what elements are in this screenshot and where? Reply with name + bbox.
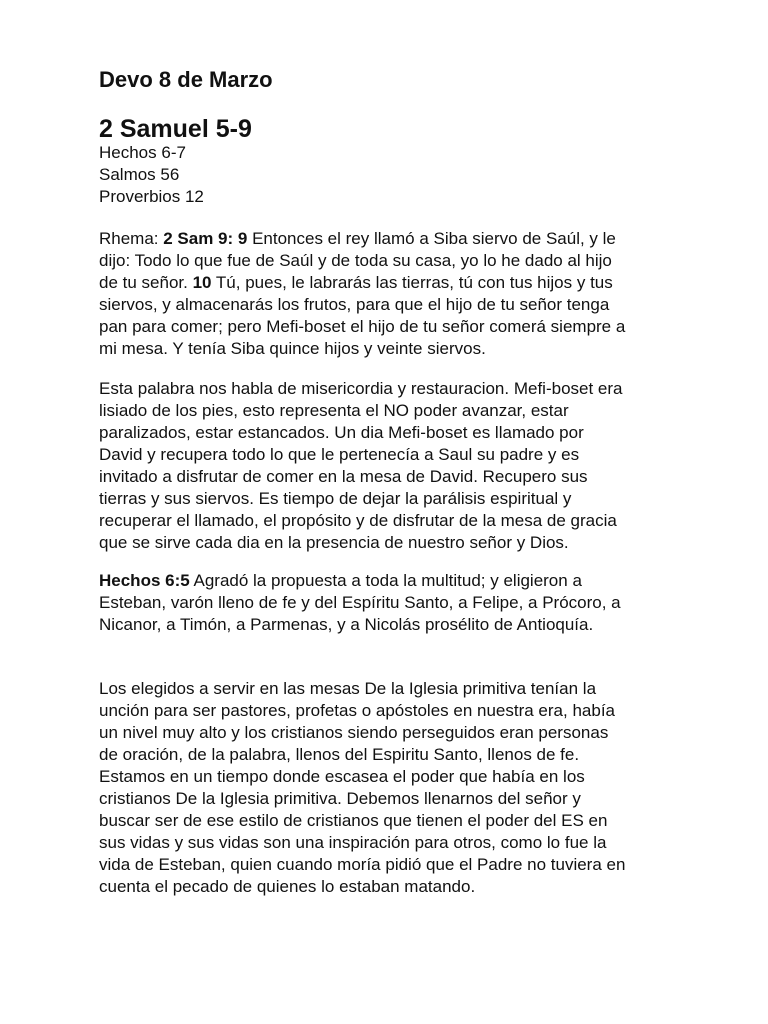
verse-text: de tu señor.: [99, 273, 193, 292]
paragraph-line: un nivel muy alto y los cristianos siendo perseguidos eran personas: [99, 723, 609, 742]
paragraph-line: Estamos en un tiempo donde escasea el poder que había en los: [99, 767, 585, 786]
paragraph-line: Esteban, varón lleno de fe y del Espíritu Santo, a Felipe, a Prócoro, a: [99, 593, 621, 612]
document-title: Devo 8 de Marzo: [99, 67, 273, 92]
rhema-label: Rhema:: [99, 229, 164, 248]
paragraph-line: que se sirve cada dia en la presencia de nuestro señor y Dios.: [99, 533, 569, 552]
paragraph-line: Nicanor, a Timón, a Parmenas, y a Nicolás prosélito de Antioquía.: [99, 615, 594, 634]
paragraph-line: mi mesa. Y tenía Siba quince hijos y veinte siervos.: [99, 339, 486, 358]
verse-reference: Hechos 6:5: [99, 571, 190, 590]
verse-text: Entonces el rey llamó a Siba siervo de Saúl, y le: [247, 229, 616, 248]
document-subtitle: 2 Samuel 5-9: [99, 115, 252, 143]
verse-text: Agradó la propuesta a toda la multitud; y eligieron a: [189, 571, 582, 590]
verse-number: 10: [192, 273, 212, 292]
paragraph-line: Los elegidos a servir en las mesas De la Iglesia primitiva tenían la: [99, 679, 597, 698]
verse-text: Tú, pues, le labrarás las tierras, tú con tus hijos y tus: [211, 273, 613, 292]
elegidos-paragraph: [99, 678, 679, 898]
verse-reference: 2 Sam 9: 9: [163, 229, 248, 248]
paragraph-line: siervos, y almacenarás los frutos, para que el hijo de tu señor tenga: [99, 295, 610, 314]
readings-list: [99, 142, 204, 208]
reading-item: Hechos 6-7: [99, 143, 186, 162]
misericordia-paragraph: [99, 378, 679, 554]
paragraph-line: unción para ser pastores, profetas o apóstoles en nuestra era, había: [99, 701, 615, 720]
paragraph-line: sus vidas y sus vidas son una inspiración para otros, como lo fue la: [99, 833, 607, 852]
paragraph-line: de oración, de la palabra, llenos del Espiritu Santo, llenos de fe.: [99, 745, 580, 764]
paragraph-line: cristianos De la Iglesia primitiva. Debemos llenarnos del señor y: [99, 789, 581, 808]
paragraph-line: pan para comer; pero Mefi-boset el hijo de tu señor comerá siempre a: [99, 317, 626, 336]
paragraph-line: David y recupera todo lo que le pertenecía a Saul su padre y es: [99, 445, 580, 464]
paragraph-line: lisiado de los pies, esto representa el NO poder avanzar, estar: [99, 401, 569, 420]
paragraph-line: [99, 228, 679, 250]
paragraph-line: [99, 570, 679, 592]
paragraph-line: recuperar el llamado, el propósito y de disfrutar de la mesa de gracia: [99, 511, 617, 530]
paragraph-line: cuenta el pecado de quienes lo estaban matando.: [99, 877, 476, 896]
reading-item: Proverbios 12: [99, 187, 204, 206]
paragraph-line: Esta palabra nos habla de misericordia y restauracion. Mefi-boset era: [99, 379, 623, 398]
hechos-paragraph: [99, 570, 679, 636]
paragraph-line: dijo: Todo lo que fue de Saúl y de toda su casa, yo lo he dado al hijo: [99, 251, 612, 270]
paragraph-line: paralizados, estar estancados. Un dia Mefi-boset es llamado por: [99, 423, 584, 442]
paragraph-line: vida de Esteban, quien cuando moría pidió que el Padre no tuviera en: [99, 855, 626, 874]
paragraph-line: tierras y sus siervos. Es tiempo de dejar la parálisis espiritual y: [99, 489, 572, 508]
paragraph-line: [99, 272, 679, 294]
rhema-paragraph: [99, 228, 679, 360]
paragraph-line: buscar ser de ese estilo de cristianos que tienen el poder del ES en: [99, 811, 608, 830]
reading-item: Salmos 56: [99, 165, 180, 184]
paragraph-line: invitado a disfrutar de comer en la mesa de David. Recupero sus: [99, 467, 588, 486]
